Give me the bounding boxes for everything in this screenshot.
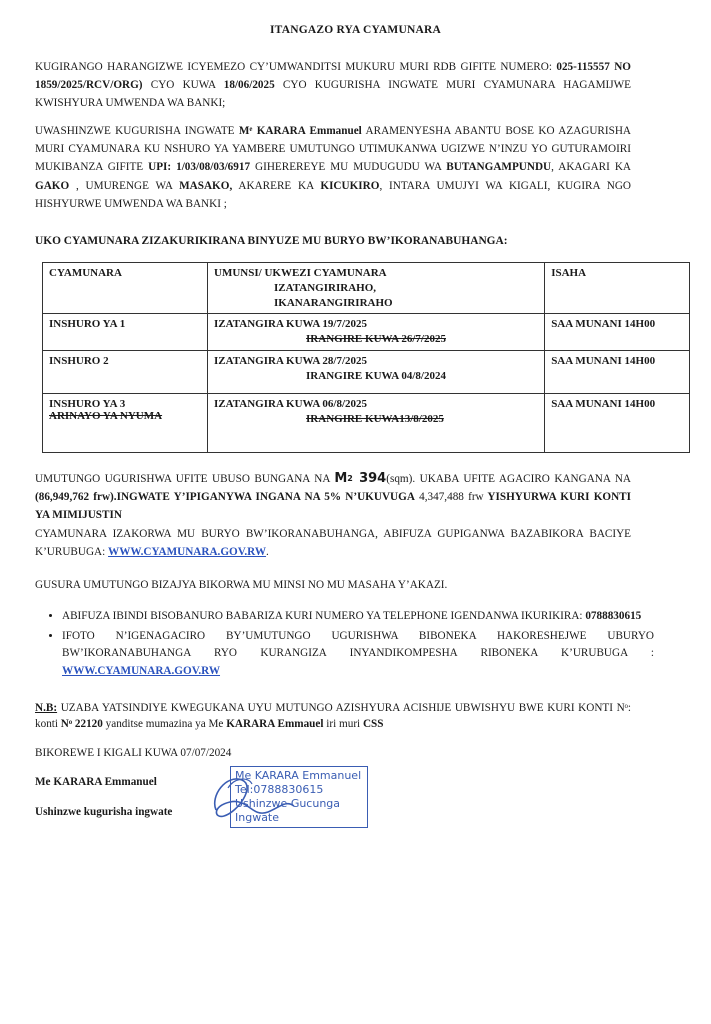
header-cell: ISAHA	[545, 263, 690, 314]
signatory-role: Ushinzwe kugurisha ingwate	[35, 806, 173, 818]
cyamunara-link[interactable]: WWW.CYAMUNARA.GOV.RW	[108, 545, 267, 558]
decision-reference: 025-115557 NO 1859/2025/RCV/ORG)	[35, 61, 631, 92]
round-cell: INSHURO YA 1	[43, 314, 208, 351]
bailiff-name: Mᵉ KARARA Emmanuel	[238, 125, 362, 137]
stamp-box: Me KARARA Emmanuel Tel:0788830615 Ushinzwe Gucunga Ingwate	[230, 766, 368, 828]
document-title: ITANGAZO RYA CYAMUNARA	[270, 24, 441, 36]
signatory-name: Me KARARA Emmanuel	[35, 776, 157, 788]
upi-number: UPI: 1/03/08/03/6917	[148, 161, 251, 174]
round-cell: INSHURO YA 3 ARINAYO YA NYUMA	[43, 394, 208, 453]
list-item: • IFOTO N’IGENAGACIRO BY’UMUTUNGO UGURISHWA BIBONEKA HAKORESHEJWE UBURYO BW’IKORANABUHANGA RYO KURANGIZA INYANDIKOMPESHA RIBONEKA K’URUBUGA : WWW.CYAMUNARA.GOV.RW	[62, 628, 654, 681]
property-area: 394	[352, 471, 387, 486]
dates-cell: IZATANGIRA KUWA 28/7/2025 IRANGIRE KUWA 04/8/2024	[208, 351, 545, 394]
time-cell: SAA MUNANI 14H00	[545, 314, 690, 351]
table-header-row	[43, 263, 690, 314]
paragraph-valuation: UMUTUNGO UGURISHWA UFITE UBUSO BUNGANA NA $M^2$ 394(sqm). UKABA UFITE AGACIRO KANGANA NA (86,949,762 frw).INGWATE Y’IPIGANYWA INGANA NA 5% N’UKUVUGA 4,347,488 frw YISHYURWA KURI KONTI YA MIMIJUSTIN CYAMUNARA IZAKORWA MU BURYO BW’IKORANABUHANGA, ABIFUZA GUPIGANWA BAZABIKORA BACIYE K’URUBUGA: WWW.CYAMUNARA.GOV.RW.	[35, 471, 631, 558]
table-row	[43, 394, 690, 453]
dates-cell: IZATANGIRA KUWA 06/8/2025 IRANGIRE KUWA13/8/2025	[208, 394, 545, 453]
account-number: Nᵒ 22120	[60, 718, 103, 730]
list-item: • ABIFUZA IBINDI BISOBANURO BABARIZA KURI NUMERO YA TELEPHONE IGENDANWA IKURIKIRA: 0788830615	[62, 608, 654, 626]
property-value: (86,949,762 frw)	[35, 491, 114, 504]
cyamunara-link[interactable]: WWW.CYAMUNARA.GOV.RW	[62, 664, 221, 677]
place-date-line: BIKOREWE I KIGALI KUWA 07/07/2024	[35, 747, 232, 759]
contact-phone: 0788830615	[585, 610, 642, 622]
decision-date: 18/06/2025	[223, 79, 275, 92]
table-row	[43, 314, 690, 351]
signature-scribble	[208, 766, 368, 828]
info-bullet-list	[40, 608, 654, 682]
header-cell: UMUNSI/ UKWEZI CYAMUNARA IZATANGIRIRAHO, IKANARANGIRIRAHO	[208, 263, 545, 314]
dates-cell: IZATANGIRA KUWA 19/7/2025 IRANGIRE KUWA 26/7/2025	[208, 314, 545, 351]
round-cell: INSHURO 2	[43, 351, 208, 394]
deposit-amount: 4,347,488 frw	[414, 491, 484, 504]
auction-schedule-table	[42, 262, 690, 453]
time-cell: SAA MUNANI 14H00	[545, 394, 690, 453]
paragraph-property: UWASHINZWE KUGURISHA INGWATE Mᵉ KARARA Emmanuel ARAMENYESHA ABANTU BOSE KO AZAGURISHA MURI CYAMUNARA KU NSHURO YA YAMBERE UMUTUNGO UTIMUKANWA UGIZWE N’INZU YO GUTURAMOIRI MUKIBANZA GIFITE UPI: 1/03/08/03/6917 GIHEREREYE MU MUDUGUDU WA BUTANGAMPUNDU, AKAGARI KA GAKO , UMURENGE WA MASAKO, AKARERE KA KICUKIRO, INTARA UMUJYI WA KIGALI, KUGIRA NGO HISHYURWE UMWENDA WA BANKI ;	[35, 125, 631, 210]
header-cell: CYAMUNARA	[43, 263, 208, 314]
table-row	[43, 351, 690, 394]
auction-schedule-heading: UKO CYAMUNARA ZIZAKURIKIRANA BINYUZE MU BURYO BW’IKORANABUHANGA:	[35, 235, 508, 247]
time-cell: SAA MUNANI 14H00	[545, 351, 690, 394]
official-stamp	[208, 766, 368, 826]
paragraph-nb: N.B: UZABA YATSINDIYE KWEGUKANA UYU MUTUNGO AZISHYURA ACISHIJE UBWISHYU BWE KURI KONTI Nᵒ: konti Nᵒ 22120 yanditse mumazina ya Me KARARA Emmauel iri muri CSS	[35, 702, 631, 730]
paragraph-decision: KUGIRANGO HARANGIZWE ICYEMEZO CY’UMWANDITSI MUKURU MURI RDB GIFITE NUMERO: 025-115557 NO 1859/2025/RCV/ORG) CYO KUWA 18/06/2025 CYO KUGURISHA INGWATE MURI CYAMUNARA HAGAMIJWE KWISHYURA UMWENDA WA BANKI;	[35, 61, 631, 110]
paragraph-visits: GUSURA UMUTUNGO BIZAJYA BIKORWA MU MINSI NO MU MASAHA Y’AKAZI.	[35, 579, 448, 591]
